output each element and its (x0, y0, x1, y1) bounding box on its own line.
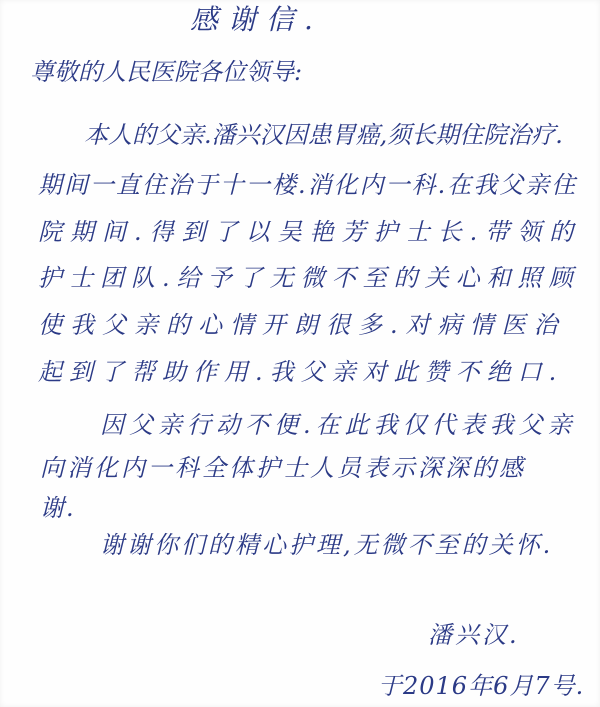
body-line: 谢. (40, 494, 76, 522)
body-line: 起到了帮助作用.我父亲对此赞不绝口. (38, 358, 564, 386)
letter-salutation: 尊敬的人民医院各位领导: (30, 58, 303, 86)
letter-date: 于2016年6月7号. (378, 672, 585, 700)
body-line: 院期间.得到了以吴艳芳护士长.带领的 (38, 218, 582, 246)
body-line: 使我父亲的心情开朗很多.对病情医治 (38, 311, 566, 339)
letter-signature: 潘兴汉. (428, 621, 520, 649)
body-line: 护士团队.给予了无微不至的关心和照顾 (38, 264, 580, 292)
body-line: 本人的父亲.潘兴汉因患胃癌,须长期住院治疗. (84, 121, 563, 149)
body-line: 向消化内一科全体护士人员表示深深的感 (40, 454, 526, 482)
body-line: 期间一直住治于十一楼.消化内一科.在我父亲住 (38, 171, 578, 199)
letter-title: 感谢信. (190, 3, 323, 36)
body-line: 因父亲行动不便.在此我仅代表我父亲 (100, 411, 577, 439)
letter-closing: 谢谢你们的精心护理,无微不至的关怀. (100, 531, 554, 559)
